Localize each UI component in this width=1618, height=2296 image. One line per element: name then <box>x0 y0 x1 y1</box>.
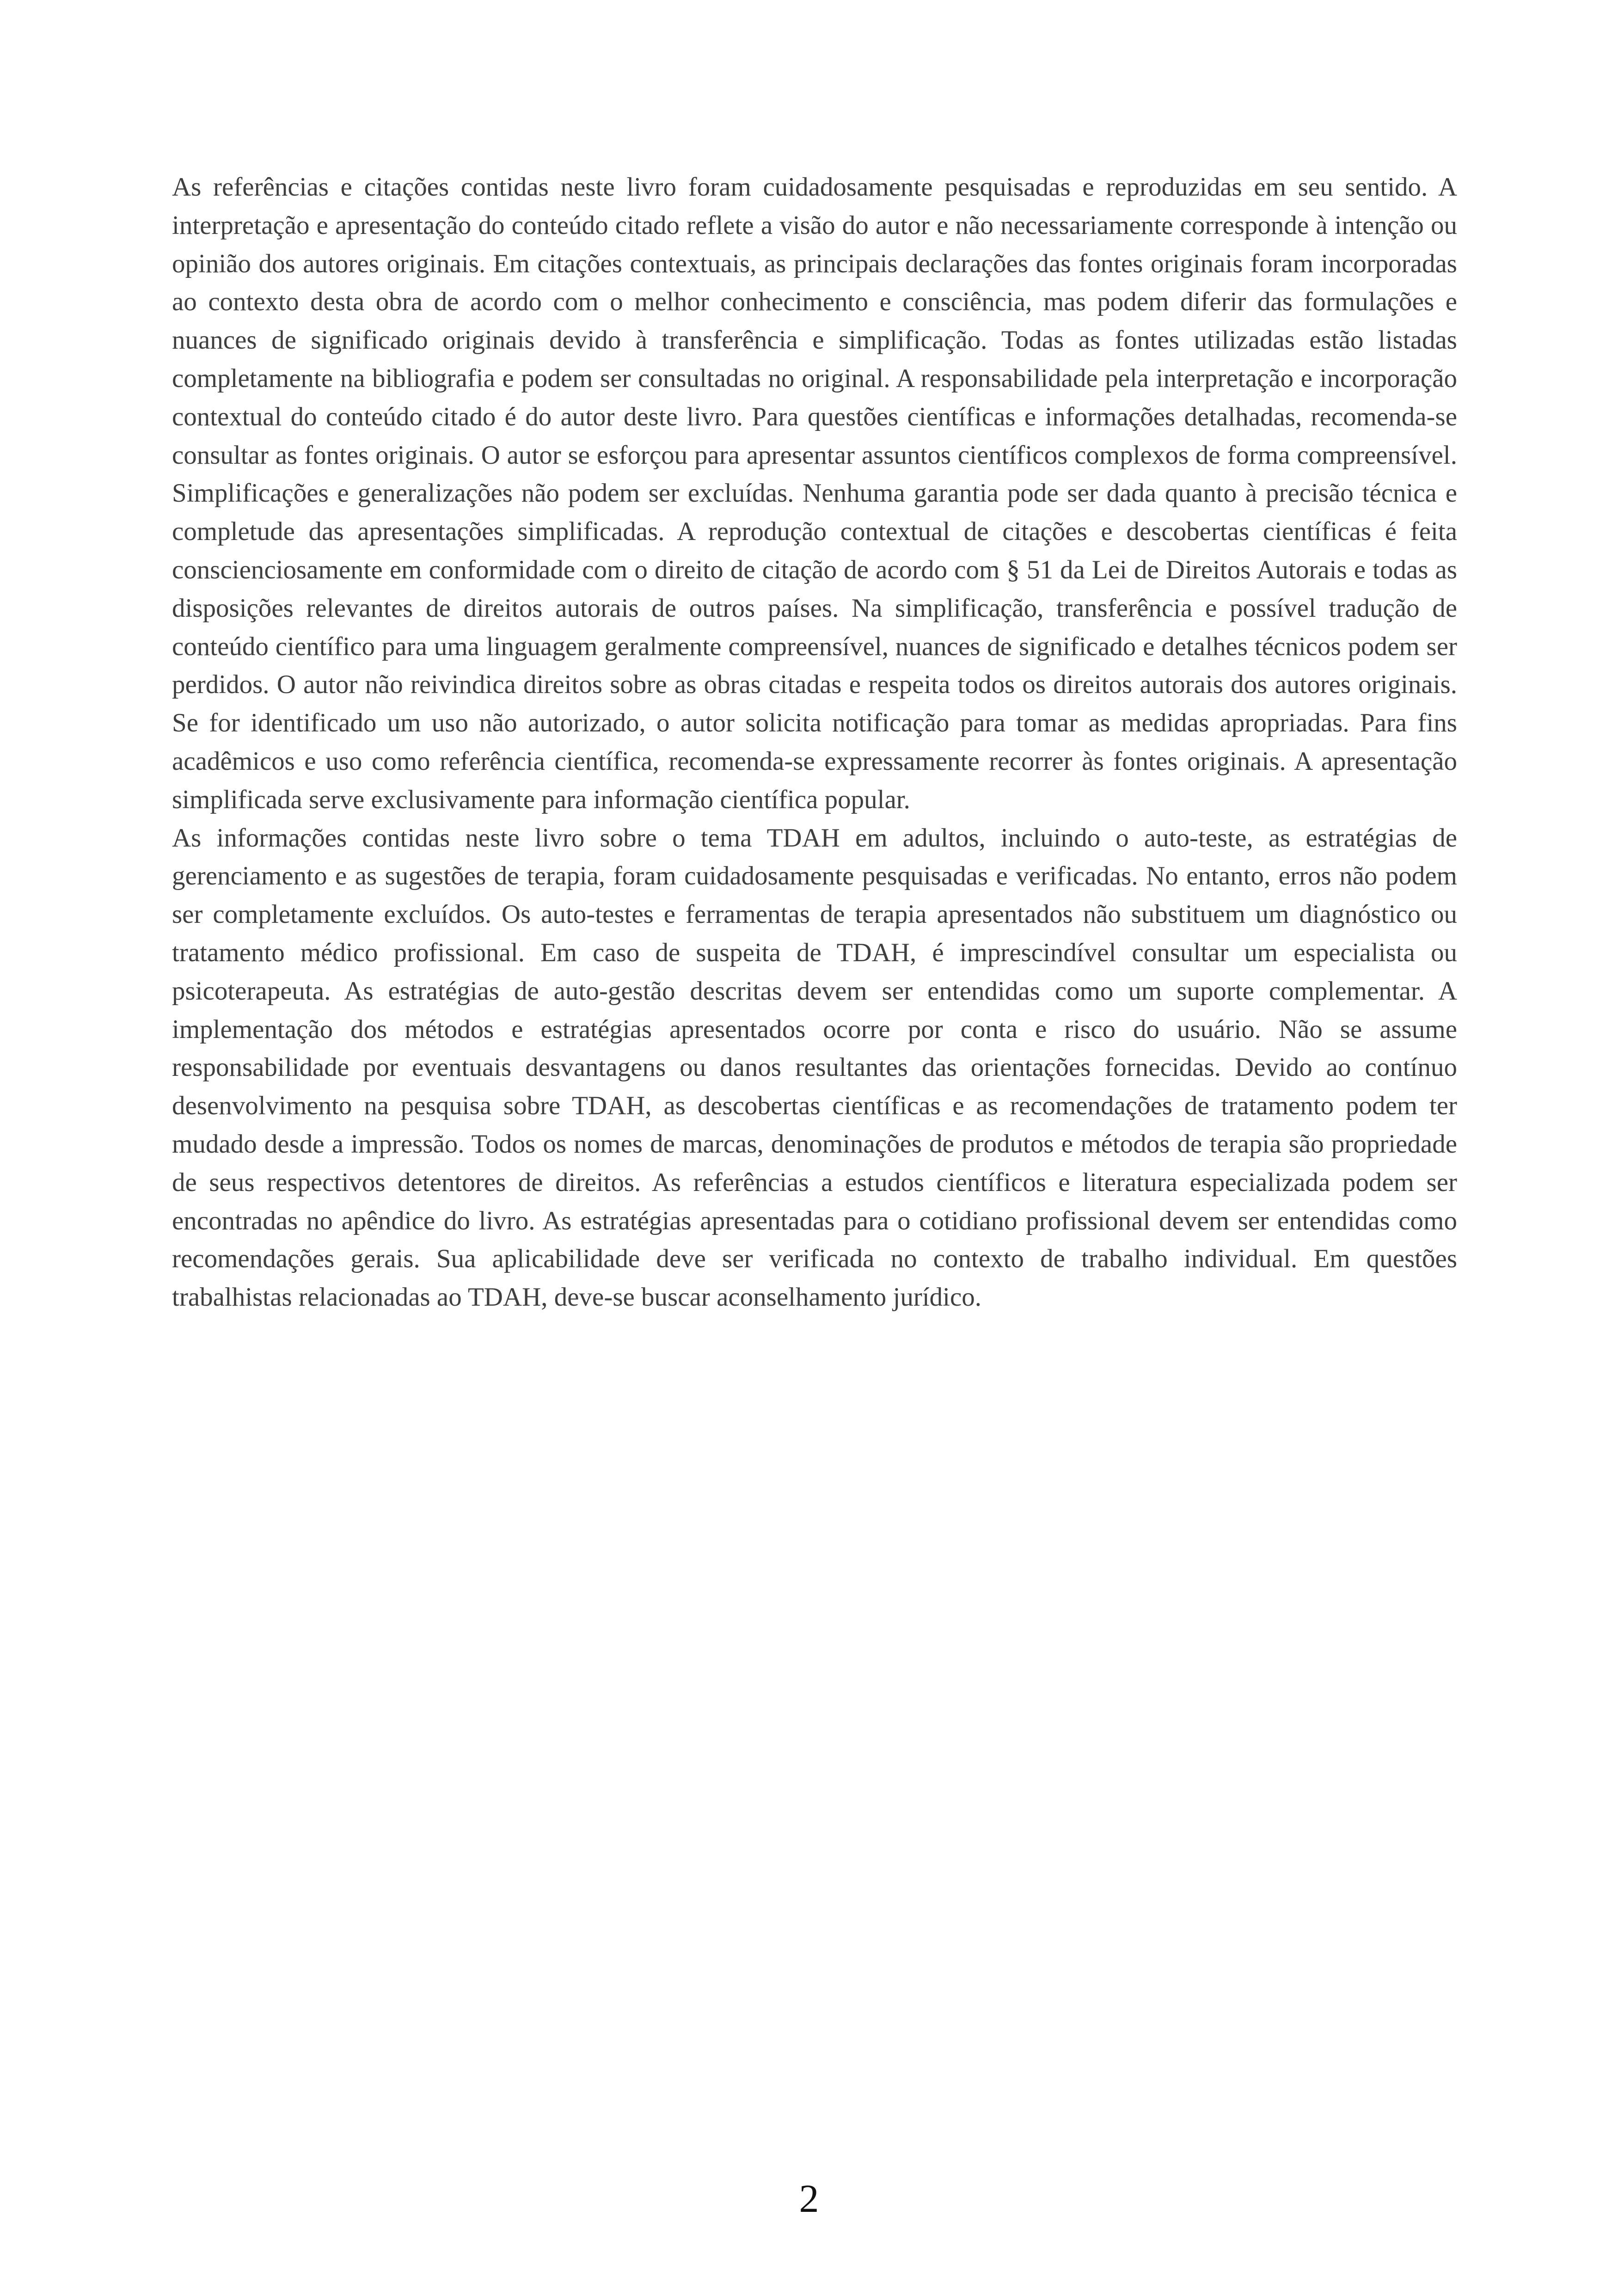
health-disclaimer-paragraph: As informações contidas neste livro sobre o tema TDAH em adultos, incluindo o auto-teste, as estratégias de gerenciamento e as sugestões de terapia, foram cuidadosamente pesquisadas e verificadas. No entanto, erros não podem ser completamente excluídos. Os auto-testes e ferramentas de terapia apresentados não substituem um diagnóstico ou tratamento médico profissional. Em caso de suspeita de TDAH, é imprescindível consultar um especialista ou psicoterapeuta. As estratégias de auto-gestão descritas devem ser entendidas como um suporte complementar. A implementação dos métodos e estratégias apresentados ocorre por conta e risco do usuário. Não se assume responsabilidade por eventuais desvantagens ou danos resultantes das orientações fornecidas. Devido ao contínuo desenvolvimento na pesquisa sobre TDAH, as descobertas científicas e as recomendações de tratamento podem ter mudado desde a impressão. Todos os nomes de marcas, denominações de produtos e métodos de terapia são propriedade de seus respectivos detentores de direitos. As referências a estudos científicos e literatura especializada podem ser encontradas no apêndice do livro. As estratégias apresentadas para o cotidiano profissional devem ser entendidas como recomendações gerais. Sua aplicabilidade deve ser verificada no contexto de trabalho individual. Em questões trabalhistas relacionadas ao TDAH, deve-se buscar aconselhamento jurídico. <box>172 823 1457 1312</box>
references-disclaimer-paragraph: As referências e citações contidas neste livro foram cuidadosamente pesquisadas e reproduzidas em seu sentido. A interpretação e apresentação do conteúdo citado reflete a visão do autor e não necessariamente corresponde à intenção ou opinião dos autores originais. Em citações contextuais, as principais declarações das fontes originais foram incorporadas ao contexto desta obra de acordo com o melhor conhecimento e consciência, mas podem diferir das formulações e nuances de significado originais devido à transferência e simplificação. Todas as fontes utilizadas estão listadas completamente na bibliografia e podem ser consultadas no original. A responsabilidade pela interpretação e incorporação contextual do conteúdo citado é do autor deste livro. Para questões científicas e informações detalhadas, recomenda-se consultar as fontes originais. O autor se esforçou para apresentar assuntos científicos complexos de forma compreensível. Simplificações e generalizações não podem ser excluídas. Nenhuma garantia pode ser dada quanto à precisão técnica e completude das apresentações simplificadas. A reprodução contextual de citações e descobertas científicas é feita conscienciosamente em conformidade com o direito de citação de acordo com § 51 da Lei de Direitos Autorais e todas as disposições relevantes de direitos autorais de outros países. Na simplificação, transferência e possível tradução de conteúdo científico para uma linguagem geralmente compreensível, nuances de significado e detalhes técnicos podem ser perdidos. O autor não reivindica direitos sobre as obras citadas e respeita todos os direitos autorais dos autores originais. Se for identificado um uso não autorizado, o autor solicita notificação para tomar as medidas apropriadas. Para fins acadêmicos e uso como referência científica, recomenda-se expressamente recorrer às fontes originais. A apresentação simplificada serve exclusivamente para informação científica popular. <box>172 172 1457 814</box>
page-number: 2 <box>799 2176 819 2221</box>
disclaimer-text-block <box>172 168 1457 1317</box>
